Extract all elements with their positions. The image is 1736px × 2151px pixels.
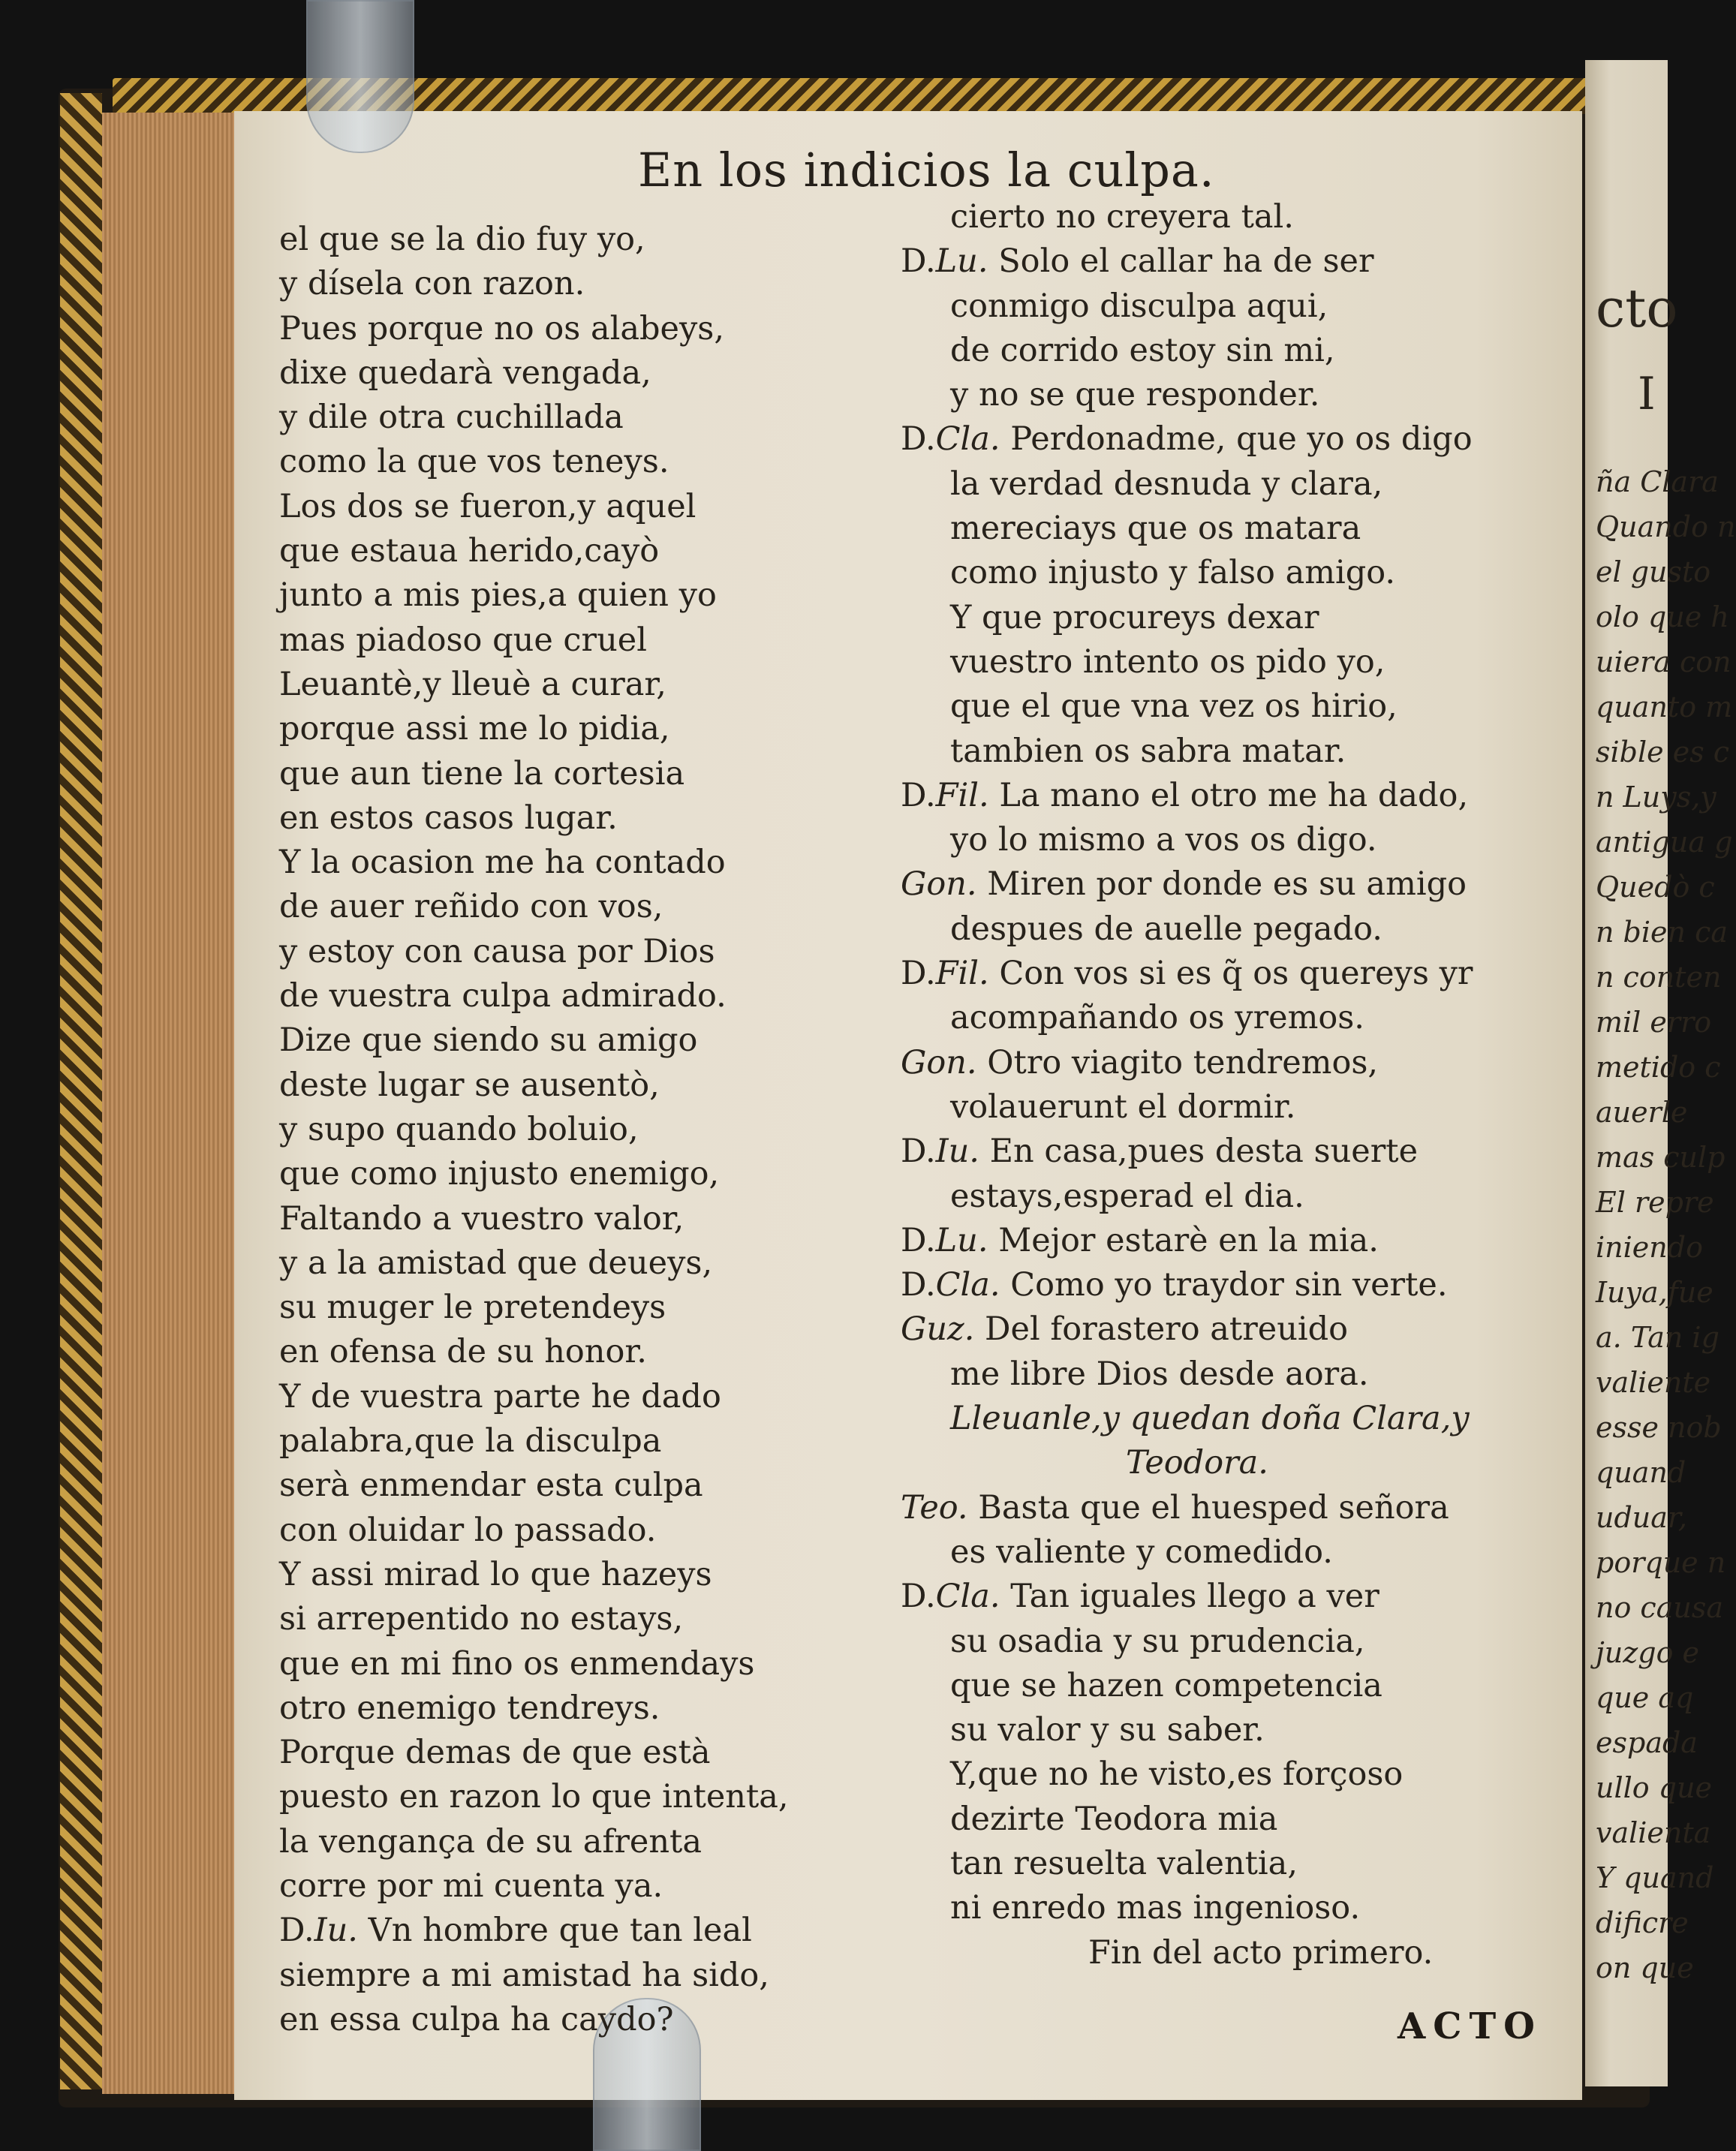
speaker-label: D.Cla. [901, 1578, 1000, 1616]
line-text: Basta que el huesped señora [978, 1488, 1449, 1527]
verse-line [901, 640, 1473, 684]
line-text: su osadia y su prudencia, [950, 1622, 1365, 1660]
line-text: de auer reñido con vos, [279, 888, 663, 926]
line-text: junto a mis pies,a quien yo [279, 576, 717, 615]
line-text: Solo el callar ha de ser [998, 242, 1374, 281]
facing-page-text: antigua g [1596, 826, 1733, 859]
stage-direction: Lleuanle,y quedan doña Clara,y [950, 1400, 1470, 1438]
speaker-label: D.Lu. [901, 242, 988, 281]
verse-line [901, 596, 1473, 640]
verse-line [279, 1553, 789, 1597]
verse-line [279, 930, 789, 974]
verse-line [279, 1241, 789, 1286]
line-text: dezirte Teodora mia [950, 1800, 1278, 1838]
facing-page-text: ullo que [1596, 1771, 1713, 1804]
speaker-label: D.Iu. [279, 1912, 358, 1950]
facing-page-text: uduar, [1596, 1501, 1687, 1534]
line-text: Pues porque no os alabeys, [279, 309, 725, 347]
line-text: Vn hombre que tan leal [368, 1912, 752, 1950]
verse-line [279, 1909, 789, 1953]
line-text: porque assi me lo pidia, [279, 710, 670, 748]
verse-line [279, 1775, 789, 1819]
line-text: la vengança de su afrenta [279, 1822, 702, 1861]
speaker-label: Guz. [901, 1310, 975, 1349]
facing-page-text: no causa [1596, 1591, 1723, 1624]
verse-line [279, 485, 789, 529]
line-text: en ofensa de su honor. [279, 1333, 647, 1371]
verse-line [279, 618, 789, 663]
verse-line [279, 1820, 789, 1864]
line-text: estays,esperad el dia. [950, 1177, 1304, 1215]
facing-page-text: mas culp [1596, 1141, 1725, 1174]
facing-page-text: sible es c [1596, 736, 1730, 769]
verse-line [901, 462, 1473, 507]
line-text: conmigo disculpa aqui, [950, 287, 1328, 325]
verse-line [901, 1219, 1473, 1263]
line-text: y supo quando boluio, [279, 1110, 639, 1148]
verse-line [901, 1842, 1473, 1886]
verse-line [279, 841, 789, 885]
verse-line [279, 1954, 789, 1998]
facing-page-text: ña Clara [1596, 465, 1719, 498]
verse-line [279, 1731, 789, 1775]
verse-line [279, 1509, 789, 1553]
line-text: Otro viagito tendremos, [987, 1043, 1379, 1082]
line-text: que como injusto enemigo, [279, 1155, 720, 1193]
verse-line [901, 1085, 1473, 1130]
speaker-label: Gon. [901, 1043, 977, 1082]
verse-line [901, 551, 1473, 595]
line-text: el que se la dio fuy yo, [279, 221, 645, 258]
line-text: de corrido estoy sin mi, [950, 331, 1335, 369]
line-text: que se hazen competencia [950, 1666, 1382, 1704]
verse-line [279, 1464, 789, 1508]
verse-line [901, 818, 1473, 862]
line-text: en essa culpa ha caydo? [279, 2000, 674, 2038]
verse-line [901, 862, 1473, 907]
verse-line [279, 307, 789, 351]
verse-line [901, 1441, 1473, 1485]
facing-page-text: auerle [1596, 1096, 1688, 1129]
facing-page-text: que aq [1596, 1681, 1694, 1714]
line-text: Leuantè,y lleuè a curar, [279, 665, 666, 703]
verse-line [279, 1419, 789, 1464]
verse-line [279, 1375, 789, 1419]
facing-page-text: porque n [1596, 1546, 1726, 1579]
line-text: que el que vna vez os hirio, [950, 687, 1398, 726]
gilt-spine-edge [60, 93, 102, 2089]
line-text: volauerunt el dormir. [950, 1088, 1296, 1126]
facing-page-text: Quedò c [1596, 871, 1715, 904]
line-text: despues de auelle pegado. [950, 910, 1382, 948]
verse-line [279, 1686, 789, 1731]
verse-line [901, 684, 1473, 729]
line-text: y dile otra cuchillada [279, 399, 624, 437]
facing-page-text: n conten [1596, 961, 1722, 994]
facing-page-text: el gusto [1596, 555, 1711, 588]
verse-line [279, 396, 789, 440]
facing-page-text: cto [1596, 278, 1678, 339]
line-text: como injusto y falso amigo. [950, 554, 1396, 592]
line-text: Y,que no he visto,es forçoso [950, 1755, 1404, 1794]
verse-line [901, 1575, 1473, 1619]
verse-line [901, 1530, 1473, 1575]
verse-line [279, 1330, 789, 1374]
facing-page-text: n Luys,y [1596, 781, 1716, 814]
line-text: acompañando os yremos. [950, 999, 1364, 1037]
verse-line [901, 1798, 1473, 1842]
verse-line [279, 974, 789, 1018]
verse-line [279, 663, 789, 707]
line-text: Y la ocasion me ha contado [279, 844, 726, 882]
verse-line [901, 774, 1473, 818]
facing-page-text: a. Tan ig [1596, 1321, 1719, 1354]
verse-line [901, 1130, 1473, 1174]
line-text: Dize que siendo su amigo [279, 1021, 698, 1060]
line-text: corre por mi cuenta ya. [279, 1867, 663, 1905]
verse-line [901, 1041, 1473, 1085]
line-text: Y que procureys dexar [950, 598, 1319, 636]
line-text: yo lo mismo a vos os digo. [950, 821, 1377, 859]
line-text: La mano el otro me ha dado, [999, 776, 1469, 814]
verse-line [279, 1998, 789, 2042]
verse-line [279, 218, 789, 262]
verse-line [901, 1352, 1473, 1397]
verse-line [901, 373, 1473, 417]
verse-line [279, 752, 789, 796]
facing-page-text: Quando n [1596, 510, 1736, 543]
line-text: y a la amistad que deueys, [279, 1244, 713, 1282]
verse-line [901, 417, 1473, 462]
verse-line [279, 1286, 789, 1330]
facing-page-text: on que [1596, 1951, 1694, 1984]
line-text: Los dos se fueron,y aquel [279, 487, 697, 525]
line-text: mereciays que os matara [950, 510, 1361, 548]
facing-page-text: quand [1596, 1456, 1686, 1489]
speaker-label: D.Cla. [901, 1266, 1000, 1304]
left-text-column [279, 218, 789, 2042]
line-text: su valor y su saber. [950, 1711, 1265, 1749]
facing-page-text: El repre [1596, 1186, 1714, 1219]
verse-line [279, 529, 789, 573]
line-text: su muger le pretendeys [279, 1289, 666, 1327]
line-text: si arrepentido no estays, [279, 1600, 684, 1638]
verse-line [901, 1263, 1473, 1307]
facing-page-text: valienta [1596, 1816, 1711, 1849]
speaker-label: D.Iu. [901, 1133, 979, 1171]
line-text: tambien os sabra matar. [950, 732, 1346, 770]
line-text: Perdonadme, que yo os digo [1010, 420, 1473, 459]
speaker-label: Gon. [901, 865, 977, 904]
line-text: puesto en razon lo que intenta, [279, 1778, 789, 1816]
speaker-label: D.Fil. [901, 955, 989, 993]
verse-line [279, 885, 789, 929]
line-text: ni enredo mas ingenioso. [950, 1889, 1361, 1927]
facing-page-text: valiente [1596, 1366, 1711, 1399]
verse-line [279, 707, 789, 751]
speaker-label: D.Lu. [901, 1221, 988, 1259]
facing-page-text: juzgo e [1596, 1636, 1700, 1669]
verse-line [901, 239, 1473, 284]
verse-line [901, 1486, 1473, 1530]
line-text: Mejor estarè en la mia. [998, 1221, 1379, 1259]
line-text: Y de vuestra parte he dado [279, 1377, 721, 1415]
verse-line [901, 730, 1473, 774]
verse-line [901, 1708, 1473, 1752]
facing-page-text: Y quand [1596, 1861, 1714, 1894]
verse-line [901, 1886, 1473, 1930]
verse-line [279, 1018, 789, 1063]
facing-page-text: Iuya,fue [1596, 1276, 1713, 1309]
verse-line [279, 1197, 789, 1241]
facing-page-text: mil erro [1596, 1006, 1712, 1039]
verse-line [279, 1597, 789, 1641]
line-text: la verdad desnuda y clara, [950, 465, 1383, 503]
line-text: Faltando a vuestro valor, [279, 1199, 684, 1238]
verse-line [901, 1931, 1473, 1975]
line-text: vuestro intento os pido yo, [950, 642, 1385, 681]
verse-line [901, 1752, 1473, 1797]
verse-line [279, 1642, 789, 1686]
verse-line [901, 1175, 1473, 1219]
facing-page-text: I [1638, 368, 1656, 420]
verse-line [901, 996, 1473, 1040]
line-text: que aun tiene la cortesia [279, 754, 685, 793]
facing-page-text: n bien ca [1596, 916, 1728, 949]
line-text: me libre Dios desde aora. [950, 1355, 1369, 1393]
line-text: que en mi fino os enmendays [279, 1644, 755, 1683]
line-text: palabra,que la disculpa [279, 1422, 662, 1461]
line-text: Con vos si es q̃ os quereys yr [999, 955, 1473, 993]
verse-line [901, 1397, 1473, 1441]
catchword: ACTO [1398, 2005, 1542, 2047]
facing-page-text: quanto m [1596, 690, 1733, 724]
verse-line [279, 440, 789, 484]
verse-line [279, 796, 789, 841]
act-end-line: Fin del acto primero. [1088, 1933, 1434, 1972]
stage-direction: Teodora. [1126, 1444, 1268, 1482]
line-text: cierto no creyera tal. [950, 198, 1294, 236]
line-text: de vuestra culpa admirado. [279, 977, 727, 1015]
facing-page-fragment [1585, 60, 1736, 2086]
facing-page-text: olo que h [1596, 600, 1729, 633]
line-text: en estos casos lugar. [279, 799, 618, 837]
verse-line [901, 952, 1473, 996]
verse-line [279, 1864, 789, 1909]
verse-line [901, 1664, 1473, 1708]
line-text: Miren por donde es su amigo [987, 865, 1467, 904]
verse-line [279, 1063, 789, 1108]
line-text: como la que vos teneys. [279, 443, 669, 481]
running-header: En los indicios la culpa. [638, 143, 1215, 197]
verse-line [279, 1108, 789, 1152]
line-text: deste lugar se ausentò, [279, 1066, 660, 1104]
page-edges [102, 113, 237, 2094]
verse-line [901, 195, 1473, 239]
line-text: siempre a mi amistad ha sido, [279, 1956, 769, 1994]
line-text: con oluidar lo passado. [279, 1511, 657, 1549]
line-text: otro enemigo tendreys. [279, 1689, 660, 1727]
verse-line [901, 329, 1473, 373]
facing-page-text: iniendo [1596, 1231, 1703, 1264]
line-text: y dísela con razon. [279, 265, 585, 303]
line-text: Tan iguales llego a ver [1010, 1578, 1379, 1616]
top-page-clip [306, 0, 414, 153]
facing-page-text: metido c [1596, 1051, 1721, 1084]
verse-line [901, 907, 1473, 952]
line-text: Del forastero atreuido [985, 1310, 1349, 1349]
line-text: En casa,pues desta suerte [989, 1133, 1419, 1171]
verse-line [901, 1620, 1473, 1664]
line-text: Como yo traydor sin verte. [1010, 1266, 1448, 1304]
line-text: Y assi mirad lo que hazeys [279, 1555, 712, 1593]
line-text: y no se que responder. [950, 376, 1320, 414]
line-text: Porque demas de que està [279, 1734, 711, 1772]
line-text: es valiente y comedido. [950, 1533, 1333, 1571]
verse-line [279, 262, 789, 306]
line-text: tan resuelta valentia, [950, 1844, 1298, 1882]
facing-page-text: uiera con [1596, 645, 1731, 678]
facing-page-text: espada [1596, 1726, 1698, 1759]
verse-line [901, 284, 1473, 329]
verse-line [901, 1307, 1473, 1352]
verse-line [279, 1152, 789, 1196]
line-text: dixe quedarà vengada, [279, 353, 651, 392]
speaker-label: D.Cla. [901, 420, 1000, 459]
verse-line [279, 351, 789, 396]
line-text: y estoy con causa por Dios [279, 932, 715, 970]
facing-page-text: esse nob [1596, 1411, 1722, 1444]
speaker-label: Teo. [901, 1488, 968, 1527]
speaker-label: D.Fil. [901, 776, 989, 814]
line-text: mas piadoso que cruel [279, 621, 647, 659]
line-text: serà enmendar esta culpa [279, 1467, 703, 1505]
verse-line [901, 507, 1473, 551]
facing-page-text: dificre [1596, 1906, 1689, 1939]
verse-line [279, 573, 789, 618]
line-text: que estaua herido,cayò [279, 532, 660, 570]
right-text-column [901, 195, 1473, 1975]
